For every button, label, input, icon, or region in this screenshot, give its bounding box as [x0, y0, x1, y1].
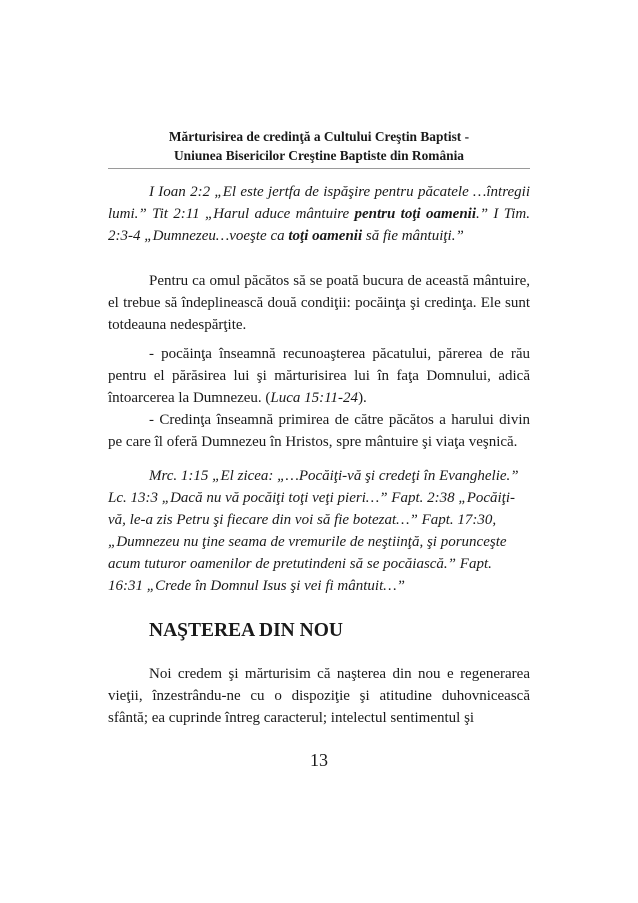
header-rule: [108, 168, 530, 169]
scripture-paragraph-1: [108, 181, 530, 247]
scripture-text: să fie mântuiţi.”: [362, 228, 464, 244]
body-paragraph-conditions: [108, 270, 530, 336]
running-header: [108, 127, 530, 165]
body-paragraph-new-birth: [108, 663, 530, 729]
body-paragraph-repentance: [108, 343, 530, 409]
scripture-reference: Luca 15:11-24: [270, 390, 359, 406]
body-text: ).: [358, 390, 367, 406]
section-heading: NAŞTEREA DIN NOU: [149, 620, 343, 641]
scripture-text: Mrc. 1:15 „El zicea: „…Pocăiţi-vă şi credeţi în Evanghelie.” Lc. 13:3 „Dacă nu vă pocăiţi toţi veţi pieri…” Fapt. 2:38 „Pocăiţi-vă, le-a zis Petru şi fiecare din voi să fie botezat…” Fapt. 17:30, „Dumnezeu nu ţine seama de vremurile de neştiinţă, şi porunceşte acum tuturor oamenilor de pretutindeni să se pocăiască.” Fapt. 16:31 „Crede în Domnul Isus şi vei fi mântuit…”: [108, 468, 519, 594]
scripture-text: I Ioan 2:2 „El este jertfa de ispăşire pentru păcatele …întregii lumi.” Tit 2:11 „Harul aduce mântuire: [108, 184, 530, 222]
page-number: 13: [310, 750, 328, 770]
body-text: Noi credem şi mărturisim că naşterea din nou e regenerarea vieţii, înzestrându-ne cu o dispoziţie şi atitudine duhovnicească sfântă; ea cuprinde întreg caracterul; intelectul sentimentul şi: [108, 666, 530, 726]
running-header-line-1: Mărturisirea de credinţă a Cultului Creştin Baptist -: [168, 129, 470, 144]
bold-emphasis: toţi oamenii: [288, 228, 363, 244]
body-text: Pentru ca omul păcătos să se poată bucura de această mântuire, el trebue să îndeplinească două condiţii: pocăinţa şi credinţa. Ele sunt totdeauna nedespărţite.: [108, 273, 530, 333]
body-text: - pocăinţa înseamnă recunoaşterea păcatului, părerea de rău pentru el părăsirea lui şi mărturisirea lui în faţa Domnului, adică întoarcerea la Dumnezeu. (: [108, 346, 530, 406]
bold-emphasis: pentru toţi oamenii: [354, 206, 477, 222]
running-header-line-2: Uniunea Bisericilor Creştine Baptiste din România: [173, 148, 465, 163]
scripture-paragraph-2: [108, 465, 530, 597]
body-paragraph-faith: [108, 409, 530, 453]
scripture-text: .” I Tim. 2:3-4 „Dumnezeu…voeşte ca: [108, 206, 531, 244]
body-text: - Credinţa înseamnă primirea de către păcătos a harului divin pe care îl oferă Dumnezeu în Hristos, spre mântuire şi viaţa veşnică.: [108, 412, 530, 450]
